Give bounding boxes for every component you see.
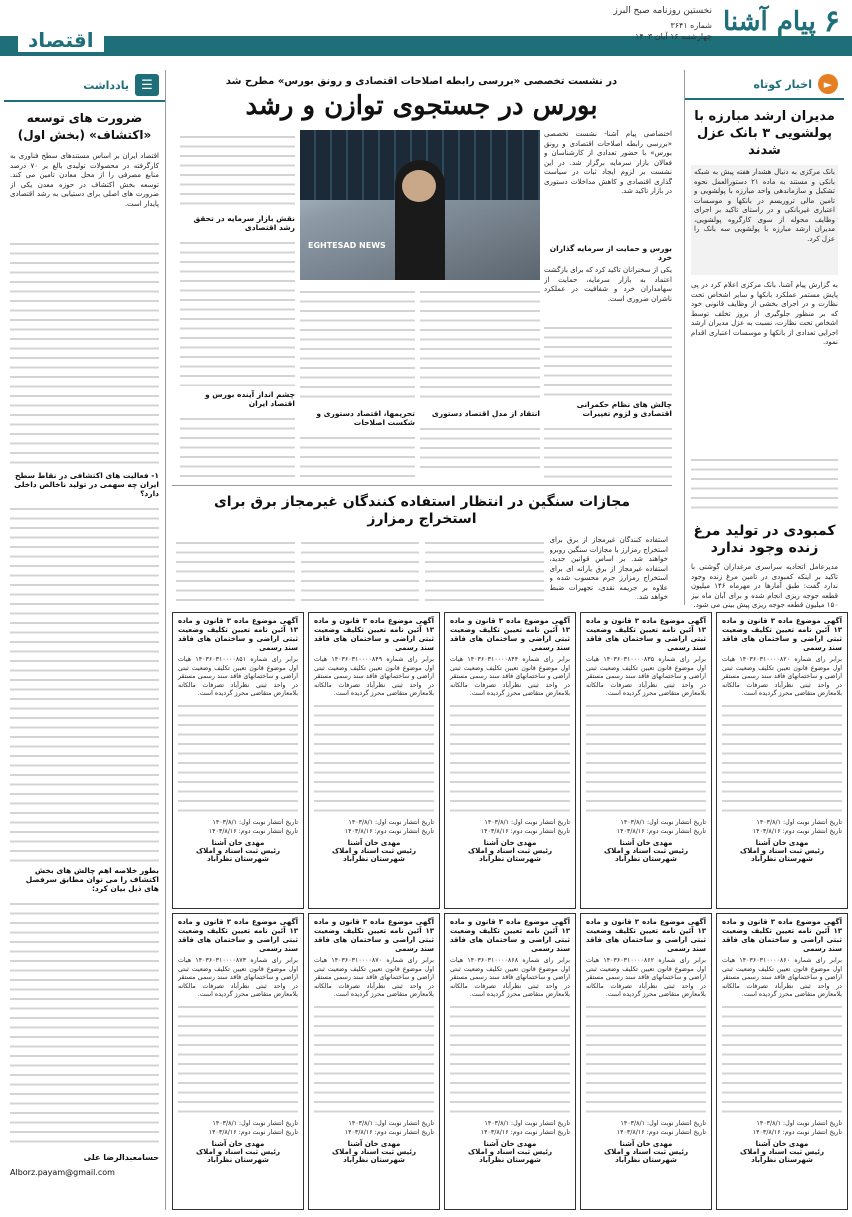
ad-signer: مهدی خان آشنا: [347, 839, 401, 848]
ad-body-cont: [586, 1000, 706, 1120]
ad-date-2: تاریخ انتشار نوبت دوم: ۱۴۰۳/۸/۱۶: [480, 1128, 570, 1136]
secondary-body: استفاده کنندگان غیرمجاز از برق برای استخراج رمزارز با مجازات سنگین روبرو خواهند شد. بر اساس قوانین جدید، استفاده غیرمجاز از برق یارانه ای برای استخراج رمزارز جرم محسوب شده و علاوه بر جریمه نقدی، تجهیزات ضبط خواهد شد.: [549, 536, 668, 601]
lead-sub-4: تحریمها، اقتصاد دستوری و شکست اصلاحات: [316, 409, 415, 427]
ad-title: آگهی موضوع ماده ۳ قانون و ماده ۱۳ آئین نامه تعیین تکلیف وضعیت ثبتی اراضی و ساختمان های فاقد سند رسمی: [586, 918, 706, 953]
ad-signer: مهدی خان آشنا: [755, 839, 809, 848]
ad-sign: رئیس ثبت اسناد و املاک شهرستان نظرآباد: [604, 847, 688, 864]
ad-sign: رئیس ثبت اسناد و املاک شهرستان نظرآباد: [196, 847, 280, 864]
ad-signer: مهدی خان آشنا: [483, 839, 537, 848]
secondary-headline: مجازات سنگین در انتظار استفاده کنندگان غیرمجاز برق برای استخراج رمزارز: [213, 494, 631, 527]
story1-title: مدیران ارشد مبارزه با پولشویی ۳ بانک عزل شدند: [694, 109, 835, 158]
ad-date-1: تاریخ انتشار نوبت اول: ۱۴۰۳/۸/۱: [620, 818, 706, 826]
lead-sub-6: چشم انداز آینده بورس و اقتصاد ایران: [204, 390, 295, 408]
ad-title: آگهی موضوع ماده ۳ قانون و ماده ۱۳ آئین نامه تعیین تکلیف وضعیت ثبتی اراضی و ساختمان های فاقد سند رسمی: [586, 617, 706, 652]
legal-ad: [716, 612, 848, 909]
lead-sub-5: نقش بازار سرمایه در تحقق رشد اقتصادی: [193, 214, 295, 232]
paper-logo: پیام آشنا: [722, 6, 816, 37]
tagline: نخستین روزنامه صبح البرز: [613, 6, 712, 16]
opinion-author: حسامعبدالرضا علی: [83, 1153, 159, 1162]
ad-date-2: تاریخ انتشار نوبت دوم: ۱۴۰۳/۸/۱۶: [344, 1128, 434, 1136]
photo-watermark: EGHTESAD NEWS: [308, 241, 386, 250]
legal-ad: [172, 612, 304, 909]
brand: [723, 4, 840, 39]
ad-signer: مهدی خان آشنا: [483, 1140, 537, 1149]
ad-sign: رئیس ثبت اسناد و املاک شهرستان نظرآباد: [468, 847, 552, 864]
ad-date-1: تاریخ انتشار نوبت اول: ۱۴۰۳/۸/۱: [484, 818, 570, 826]
lead-body-9: [180, 236, 295, 386]
ad-body-cont: [722, 699, 842, 819]
lead-headline: بورس در جستجوی توازن و رشد: [245, 91, 598, 121]
ad-sign: رئیس ثبت اسناد و املاک شهرستان نظرآباد: [332, 847, 416, 864]
masthead-band: [0, 36, 852, 56]
ad-title: آگهی موضوع ماده ۳ قانون و ماده ۱۳ آئین نامه تعیین تکلیف وضعیت ثبتی اراضی و ساختمان های فاقد سند رسمی: [450, 918, 570, 953]
lead-body-1: اختصاصی پیام آشنا- نشست تخصصی «بررسی رابطه اصلاحات اقتصادی و رونق بورس» با حضور تعدادی از کارشناسان و فعالان بازار سرمایه برگزار شد. در این نشست بر لزوم ایجاد ثبات در سیاست گذاری اقتصادی و کاهش مداخلات دستوری در بازار تاکید شد.: [544, 130, 672, 195]
legal-ad: [716, 913, 848, 1210]
brief-news-header: اخبار کوتاه: [753, 77, 812, 91]
ad-date-1: تاریخ انتشار نوبت اول: ۱۴۰۳/۸/۱: [212, 818, 298, 826]
legal-ad: [444, 612, 576, 909]
lead-col-4: [180, 130, 295, 475]
ad-date-2: تاریخ انتشار نوبت دوم: ۱۴۰۳/۸/۱۶: [208, 1128, 298, 1136]
ad-sign: رئیس ثبت اسناد و املاک شهرستان نظرآباد: [604, 1148, 688, 1165]
ad-body-cont: [178, 699, 298, 819]
legal-ad: [308, 612, 440, 909]
ad-body-cont: [450, 1000, 570, 1120]
ad-body: برابر رای شماره ۱۴۰۳۶۰۳۱۰۰۰۰۸۶۲ هیات اول موضوع قانون تعیین تکلیف وضعیت ثبتی اراضی و ساختمانهای فاقد سند رسمی مستقر در واحد ثبتی نظرآباد تصرفات مالکانه بلامعارض متقاضی محرز گردیده است.: [586, 957, 706, 999]
ad-body: برابر رای شماره ۱۴۰۳۶۰۳۱۰۰۰۰۸۵۱ هیات اول موضوع قانون تعیین تکلیف وضعیت ثبتی اراضی و ساختمانهای فاقد سند رسمی مستقر در واحد ثبتی نظرآباد تصرفات مالکانه بلامعارض متقاضی محرز گردیده است.: [178, 656, 298, 698]
megaphone-icon: ►: [818, 74, 838, 94]
masthead: [0, 0, 852, 62]
ad-body: برابر رای شماره ۱۴۰۳۶۰۳۱۰۰۰۰۸۴۹ هیات اول موضوع قانون تعیین تکلیف وضعیت ثبتی اراضی و ساختمانهای فاقد سند رسمی مستقر در واحد ثبتی نظرآباد تصرفات مالکانه بلامعارض متقاضی محرز گردیده است.: [314, 656, 434, 698]
ad-date-1: تاریخ انتشار نوبت اول: ۱۴۰۳/۸/۱: [756, 818, 842, 826]
page-number: ۶: [823, 4, 840, 39]
lead-body-2-cont: [544, 321, 672, 396]
story2-body: مدیرعامل اتحادیه سراسری مرغداران گوشتی با تاکید بر اینکه کمبودی در تامین مرغ زنده وجود ندارد گفت: طبق آمارها در مهرماه ۱۴۶ میلیون قطعه جوجه ریزی انجام شده و برای آبان ماه نیز ۱۵۰ میلیون قطعه جوجه ریزی پیش بینی می شود.: [691, 563, 838, 609]
ad-sign: رئیس ثبت اسناد و املاک شهرستان نظرآباد: [196, 1148, 280, 1165]
ad-title: آگهی موضوع ماده ۳ قانون و ماده ۱۳ آئین نامه تعیین تکلیف وضعیت ثبتی اراضی و ساختمان های فاقد سند رسمی: [178, 918, 298, 953]
opinion-email[interactable]: Alborz.payam@gmail.com: [10, 1168, 115, 1177]
ad-body: برابر رای شماره ۱۴۰۳۶۰۳۱۰۰۰۰۸۶۰ هیات اول موضوع قانون تعیین تکلیف وضعیت ثبتی اراضی و ساختمانهای فاقد سند رسمی مستقر در واحد ثبتی نظرآباد تصرفات مالکانه بلامعارض متقاضی محرز گردیده است.: [722, 957, 842, 999]
lead-body-6: [300, 285, 415, 405]
lead-body-8: [180, 130, 295, 210]
ad-date-1: تاریخ انتشار نوبت اول: ۱۴۰۳/۸/۱: [348, 1119, 434, 1127]
brief-news-column: [684, 70, 844, 609]
lead-photo: [300, 130, 540, 280]
lead-sub-1: بورس و حمایت از سرمایه گذاران خرد: [549, 244, 672, 262]
opinion-body-cont-3: [10, 897, 159, 1147]
story2-title: کمبودی در تولید مرغ زنده وجود ندارد: [693, 523, 836, 556]
ad-signer: مهدی خان آشنا: [755, 1140, 809, 1149]
issue-info: [635, 20, 712, 42]
ad-title: آگهی موضوع ماده ۳ قانون و ماده ۱۳ آئین نامه تعیین تکلیف وضعیت ثبتی اراضی و ساختمان های فاقد سند رسمی: [314, 617, 434, 652]
lead-sub-3: انتقاد از مدل اقتصاد دستوری: [431, 409, 540, 418]
lead-col-3: [300, 285, 415, 475]
ad-signer: مهدی خان آشنا: [619, 1140, 673, 1149]
opinion-label: یادداشت: [83, 78, 129, 92]
ad-date-2: تاریخ انتشار نوبت دوم: ۱۴۰۳/۸/۱۶: [752, 827, 842, 835]
secondary-story: [172, 485, 672, 605]
ad-title: آگهی موضوع ماده ۳ قانون و ماده ۱۳ آئین نامه تعیین تکلیف وضعیت ثبتی اراضی و ساختمان های فاقد سند رسمی: [722, 617, 842, 652]
lead-col-2: [420, 285, 540, 475]
ad-body-cont: [450, 699, 570, 819]
story1-body-cont: [691, 453, 838, 513]
ad-body-cont: [314, 699, 434, 819]
ad-date-2: تاریخ انتشار نوبت دوم: ۱۴۰۳/۸/۱۶: [480, 827, 570, 835]
ad-body: برابر رای شماره ۱۴۰۳۶۰۳۱۰۰۰۰۸۳۵ هیات اول موضوع قانون تعیین تکلیف وضعیت ثبتی اراضی و ساختمانهای فاقد سند رسمی مستقر در واحد ثبتی نظرآباد تصرفات مالکانه بلامعارض متقاضی محرز گردیده است.: [586, 656, 706, 698]
ad-date-2: تاریخ انتشار نوبت دوم: ۱۴۰۳/۸/۱۶: [616, 1128, 706, 1136]
issue-number: شماره ۳۶۴۱: [670, 21, 712, 30]
legal-ad: [580, 612, 712, 909]
opinion-body-cont: [10, 237, 159, 467]
lead-kicker: در نشست تخصصی «بررسی رابطه اصلاحات اقتصادی و رونق بورس» مطرح شد: [225, 76, 618, 87]
lead-body-7: [300, 431, 415, 481]
ad-date-2: تاریخ انتشار نوبت دوم: ۱۴۰۳/۸/۱۶: [208, 827, 298, 835]
ad-body-cont: [314, 1000, 434, 1120]
ad-body-cont: [586, 699, 706, 819]
issue-date: چهارشنبه ۱۶ آبان ۱۴۰۳: [635, 32, 712, 41]
opinion-column: [4, 70, 166, 1210]
section-title: اقتصاد: [18, 28, 104, 52]
secondary-body-2: [425, 536, 544, 606]
opinion-title: ضرورت های توسعه «اکتشاف» (بخش اول): [17, 111, 152, 142]
opinion-body: اقتصاد ایران بر اساس مستندهای سطح فناوری به کارگرفته در محصولات تولیدی بالغ بر ۷۰ درصد منابع مصرفی را از محل معادن تامین می کند. توسعه بخش اکتشاف در حوزه معدن یکی از ضرورت های اصلی برای دستیابی به رشد اقتصادی پایدار است.: [10, 152, 159, 208]
lead-sub-2: چالش های نظام حکمرانی اقتصادی و لزوم تغییرات: [576, 400, 672, 418]
ad-title: آگهی موضوع ماده ۳ قانون و ماده ۱۳ آئین نامه تعیین تکلیف وضعیت ثبتی اراضی و ساختمان های فاقد سند رسمی: [450, 617, 570, 652]
ad-signer: مهدی خان آشنا: [211, 839, 265, 848]
opinion-body-cont-2: [10, 502, 159, 862]
legal-ad: [308, 913, 440, 1210]
story1-body: به گزارش پیام آشنا، بانک مرکزی اعلام کرد در پی پایش مستمر عملکرد بانکها و سایر اشخاص تحت نظارت و در اجرای بخشی از وظایف قانونی خود که بر منظور جلوگیری از بروز تخلف توسط اشخاص تحت نظارت، نسبت به عزل مدیران ارشد اجرایی تعدادی از بانکها و موسسات اعتباری اقدام نمود.: [691, 281, 838, 346]
ad-date-2: تاریخ انتشار نوبت دوم: ۱۴۰۳/۸/۱۶: [344, 827, 434, 835]
ad-date-1: تاریخ انتشار نوبت اول: ۱۴۰۳/۸/۱: [484, 1119, 570, 1127]
ad-title: آگهی موضوع ماده ۳ قانون و ماده ۱۳ آئین نامه تعیین تکلیف وضعیت ثبتی اراضی و ساختمان های فاقد سند رسمی: [722, 918, 842, 953]
ad-date-2: تاریخ انتشار نوبت دوم: ۱۴۰۳/۸/۱۶: [616, 827, 706, 835]
secondary-body-4: [176, 536, 295, 606]
legal-ad: [172, 913, 304, 1210]
lead-body-5: [420, 422, 540, 472]
ad-sign: رئیس ثبت اسناد و املاک شهرستان نظرآباد: [332, 1148, 416, 1165]
ad-sign: رئیس ثبت اسناد و املاک شهرستان نظرآباد: [740, 1148, 824, 1165]
person-face: [402, 170, 436, 202]
lead-col-1: [544, 130, 672, 470]
ad-date-1: تاریخ انتشار نوبت اول: ۱۴۰۳/۸/۱: [348, 818, 434, 826]
ad-sign: رئیس ثبت اسناد و املاک شهرستان نظرآباد: [740, 847, 824, 864]
ad-body-cont: [722, 1000, 842, 1120]
story1-lead: بانک مرکزی به دنبال هشدار هفته پیش به شبکه بانکی و مستند به ماده ۲۱ دستورالعمل نحوه تشکیل و سازماندهی واحد مبارزه با پولشویی و تامین مالی تروریسم در بانکها و موسسات اعتباری غیربانکی و در راستای تاکید بر اجرای وظایف محوله از سوی کارگروه پولشویی، مدیران ارشد مبارزه با پولشویی سه بانک را عزل کرد.: [691, 165, 838, 275]
lead-body-3: [544, 422, 672, 482]
lead-body-2: یکی از سخنرانان تاکید کرد که برای بازگشت اعتماد به بازار سرمایه، حمایت از سهامداران خرد و شفافیت در عملکرد ناشران ضروری است.: [544, 266, 672, 303]
ad-date-1: تاریخ انتشار نوبت اول: ۱۴۰۳/۸/۱: [756, 1119, 842, 1127]
ad-body: برابر رای شماره ۱۴۰۳۶۰۳۱۰۰۰۰۸۲۰ هیات اول موضوع قانون تعیین تکلیف وضعیت ثبتی اراضی و ساختمانهای فاقد سند رسمی مستقر در واحد ثبتی نظرآباد تصرفات مالکانه بلامعارض متقاضی محرز گردیده است.: [722, 656, 842, 698]
legal-ad: [444, 913, 576, 1210]
lead-body-10: [180, 412, 295, 482]
ad-body: برابر رای شماره ۱۴۰۳۶۰۳۱۰۰۰۰۸۶۸ هیات اول موضوع قانون تعیین تکلیف وضعیت ثبتی اراضی و ساختمانهای فاقد سند رسمی مستقر در واحد ثبتی نظرآباد تصرفات مالکانه بلامعارض متقاضی محرز گردیده است.: [450, 957, 570, 999]
notepad-icon: ☰: [135, 74, 159, 96]
opinion-question-1: ۱- فعالیت های اکتشافی در نقاط سطح ایران چه سهمی در تولید ناخالص داخلی دارد؟: [14, 471, 159, 498]
ad-signer: مهدی خان آشنا: [347, 1140, 401, 1149]
opinion-question-2: بطور خلاصه اهم چالش های بخش اکتشاف را می توان مطابق سرفصل های ذیل بیان کرد:: [25, 866, 159, 893]
ad-date-1: تاریخ انتشار نوبت اول: ۱۴۰۳/۸/۱: [620, 1119, 706, 1127]
ad-body: برابر رای شماره ۱۴۰۳۶۰۳۱۰۰۰۰۸۷۰ هیات اول موضوع قانون تعیین تکلیف وضعیت ثبتی اراضی و ساختمانهای فاقد سند رسمی مستقر در واحد ثبتی نظرآباد تصرفات مالکانه بلامعارض متقاضی محرز گردیده است.: [314, 957, 434, 999]
ad-body: برابر رای شماره ۱۴۰۳۶۰۳۱۰۰۰۰۸۴۴ هیات اول موضوع قانون تعیین تکلیف وضعیت ثبتی اراضی و ساختمانهای فاقد سند رسمی مستقر در واحد ثبتی نظرآباد تصرفات مالکانه بلامعارض متقاضی محرز گردیده است.: [450, 656, 570, 698]
legal-ads-grid: [172, 612, 848, 1210]
ad-title: آگهی موضوع ماده ۳ قانون و ماده ۱۳ آئین نامه تعیین تکلیف وضعیت ثبتی اراضی و ساختمان های فاقد سند رسمی: [178, 617, 298, 652]
ad-date-2: تاریخ انتشار نوبت دوم: ۱۴۰۳/۸/۱۶: [752, 1128, 842, 1136]
ad-sign: رئیس ثبت اسناد و املاک شهرستان نظرآباد: [468, 1148, 552, 1165]
secondary-body-3: [301, 536, 420, 606]
lead-body-4: [420, 285, 540, 405]
ad-title: آگهی موضوع ماده ۳ قانون و ماده ۱۳ آئین نامه تعیین تکلیف وضعیت ثبتی اراضی و ساختمان های فاقد سند رسمی: [314, 918, 434, 953]
ad-date-1: تاریخ انتشار نوبت اول: ۱۴۰۳/۸/۱: [212, 1119, 298, 1127]
ad-signer: مهدی خان آشنا: [211, 1140, 265, 1149]
ad-signer: مهدی خان آشنا: [619, 839, 673, 848]
legal-ad: [580, 913, 712, 1210]
ad-body: برابر رای شماره ۱۴۰۳۶۰۳۱۰۰۰۰۸۷۳ هیات اول موضوع قانون تعیین تکلیف وضعیت ثبتی اراضی و ساختمانهای فاقد سند رسمی مستقر در واحد ثبتی نظرآباد تصرفات مالکانه بلامعارض متقاضی محرز گردیده است.: [178, 957, 298, 999]
ad-body-cont: [178, 1000, 298, 1120]
